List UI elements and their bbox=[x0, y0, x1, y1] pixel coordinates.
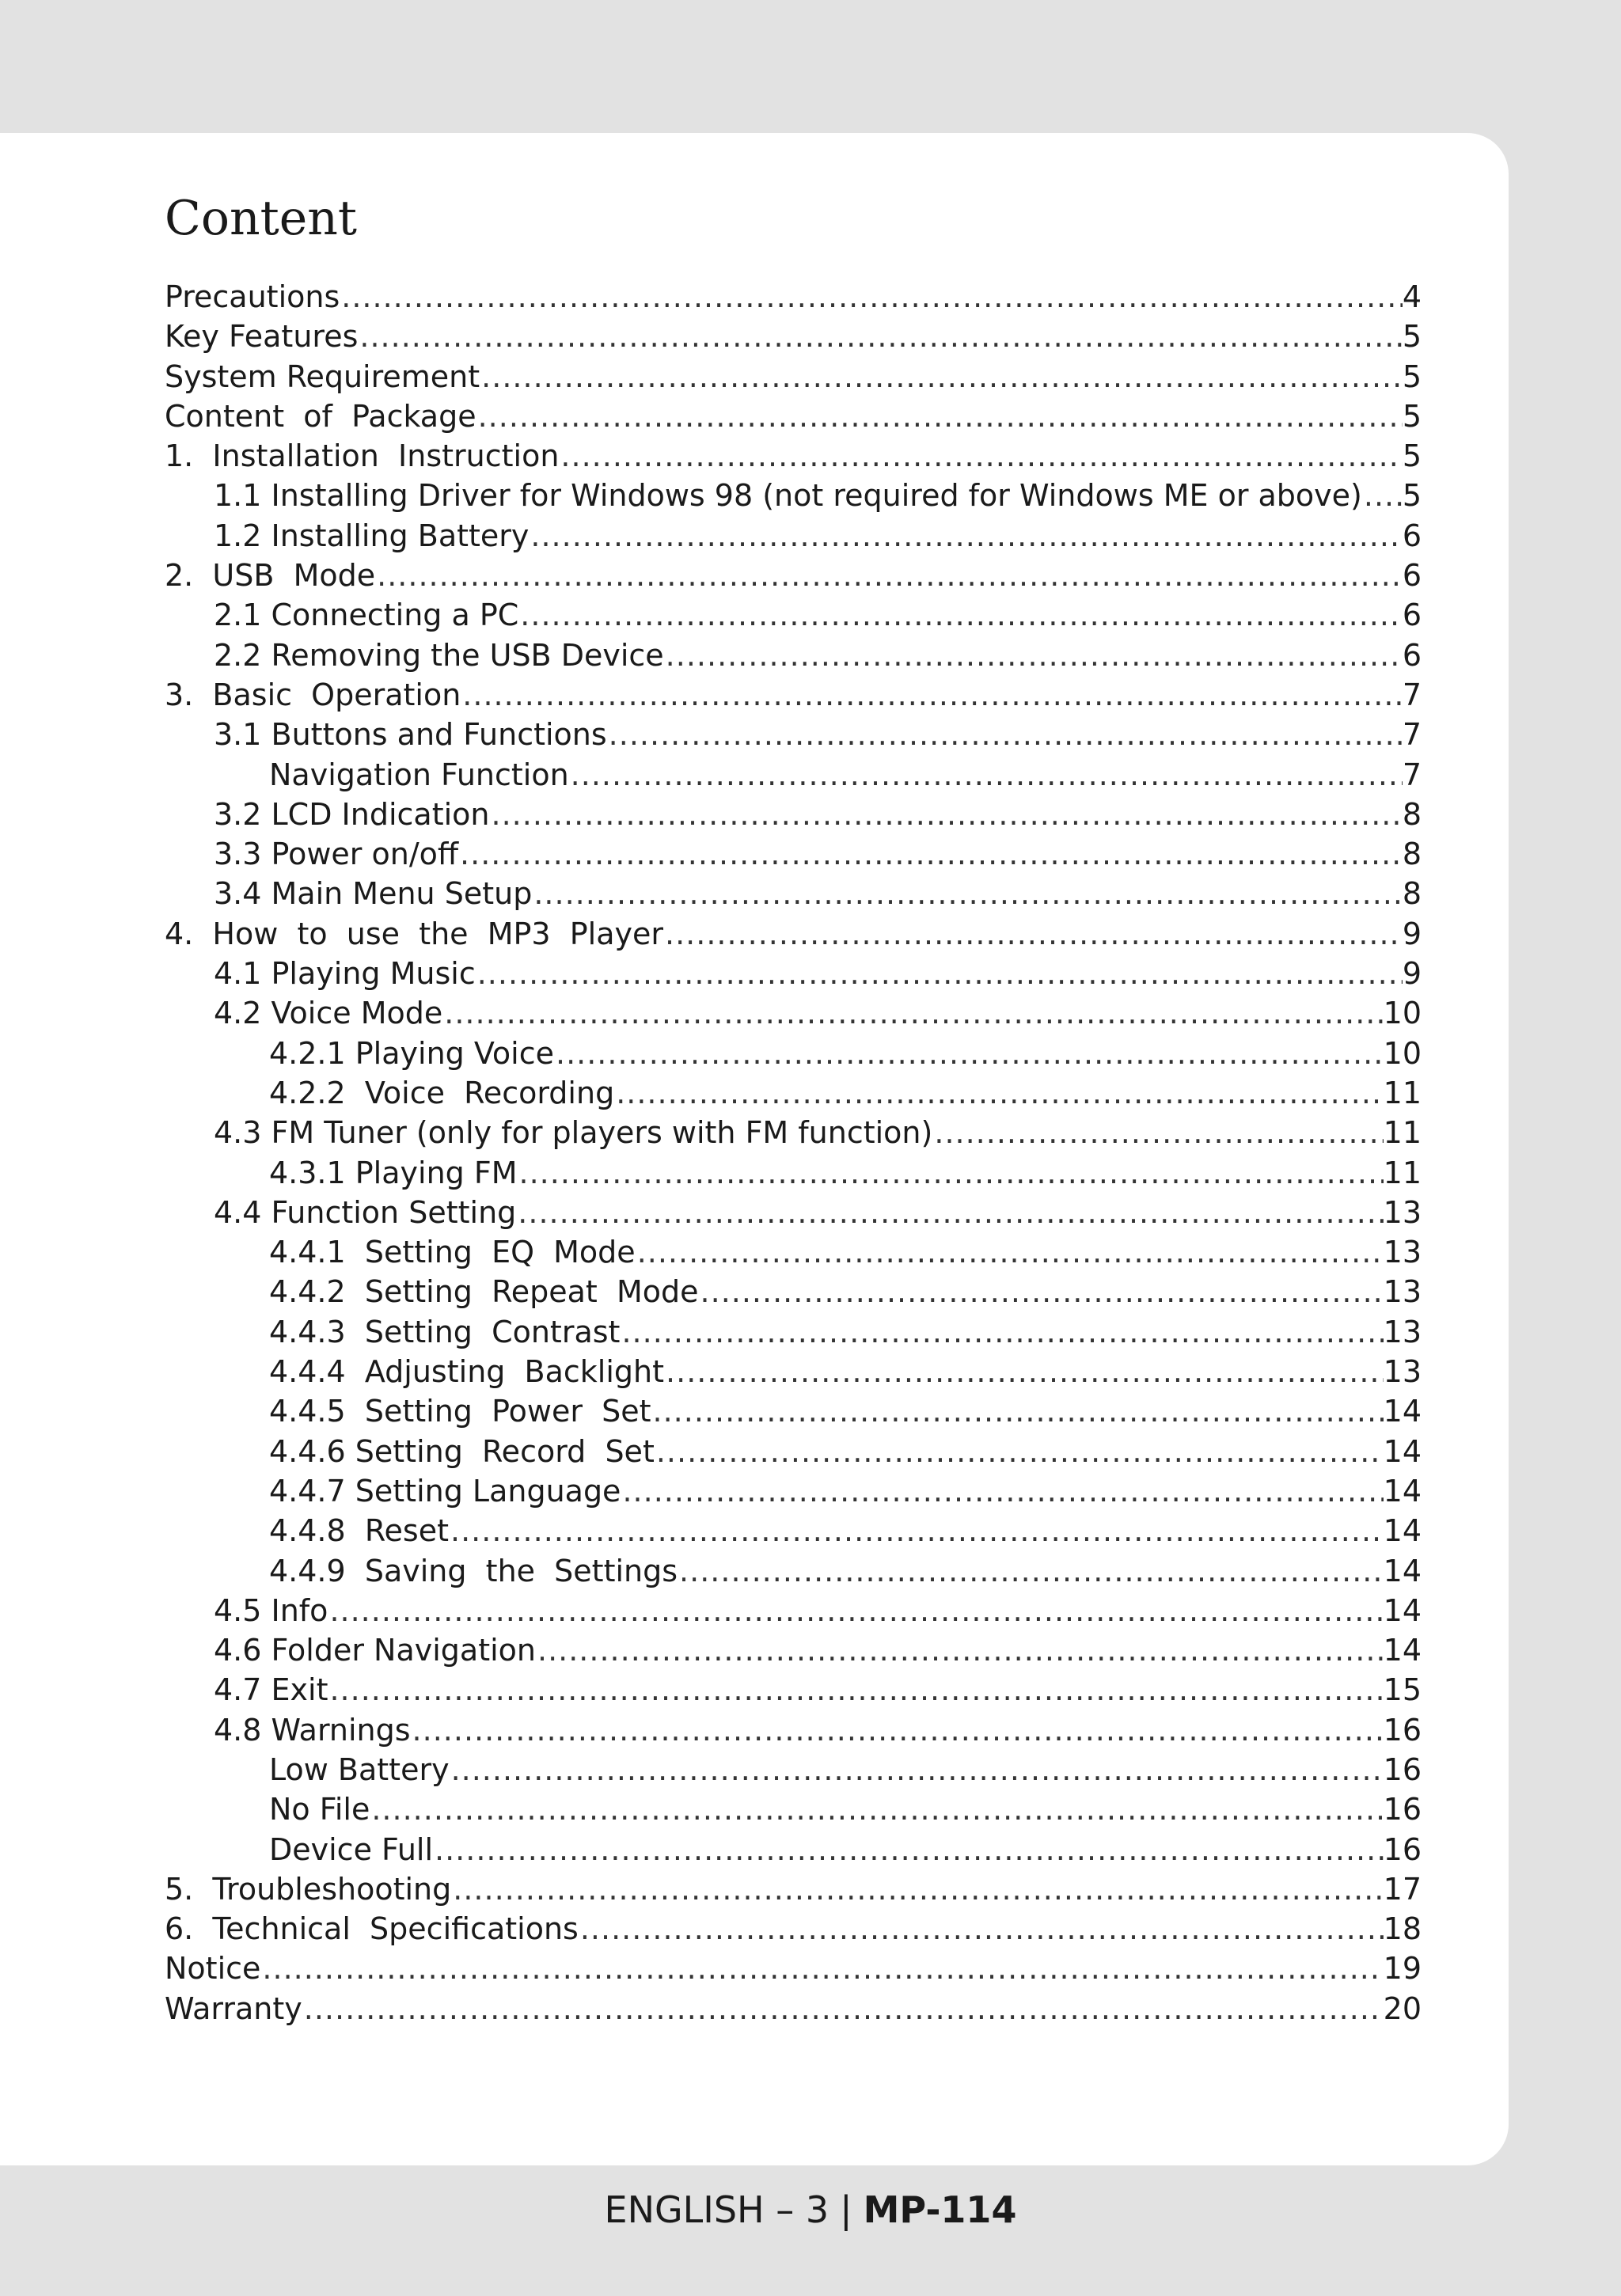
toc-entry bbox=[165, 1153, 1422, 1193]
toc-entry-label: 4.2 Voice Mode bbox=[214, 996, 443, 1031]
toc-entry-label: 3.2 LCD Indication bbox=[214, 796, 490, 832]
toc-entry bbox=[165, 1034, 1422, 1073]
toc-entry bbox=[165, 715, 1422, 754]
toc-dot-leader bbox=[655, 1432, 1384, 1471]
toc-entry bbox=[165, 874, 1422, 913]
toc-dot-leader bbox=[678, 1551, 1384, 1591]
toc-entry-page: 7 bbox=[1402, 677, 1422, 712]
toc-entry-page: 7 bbox=[1402, 717, 1422, 753]
toc-entry bbox=[165, 317, 1422, 356]
toc-entry bbox=[165, 795, 1422, 834]
toc-entry-label: 4.4 Function Setting bbox=[214, 1194, 517, 1230]
toc-dot-leader bbox=[559, 436, 1402, 476]
toc-entry-page: 6 bbox=[1402, 558, 1422, 594]
toc-dot-leader bbox=[651, 1391, 1384, 1431]
toc-entry-page: 13 bbox=[1383, 1354, 1422, 1390]
toc-entry-label: Notice bbox=[165, 1951, 261, 1987]
toc-entry-page: 16 bbox=[1383, 1751, 1422, 1787]
toc-entry-label: Warranty bbox=[165, 1990, 302, 2026]
toc-dot-leader bbox=[358, 317, 1402, 356]
toc-entry-page: 5 bbox=[1402, 319, 1422, 355]
toc-entry-label: 4.4.8 Reset bbox=[269, 1513, 449, 1549]
toc-entry bbox=[165, 1710, 1422, 1750]
toc-entry bbox=[165, 277, 1422, 317]
toc-entry-page: 5 bbox=[1402, 359, 1422, 394]
toc-entry-label: Navigation Function bbox=[269, 757, 569, 792]
toc-entry bbox=[165, 1193, 1422, 1232]
toc-dot-leader bbox=[340, 277, 1403, 317]
toc-dot-leader bbox=[302, 1989, 1384, 2028]
toc-dot-leader bbox=[636, 1232, 1384, 1272]
toc-entry bbox=[165, 1232, 1422, 1272]
toc-entry-page: 15 bbox=[1383, 1672, 1422, 1708]
toc-entry-page: 13 bbox=[1383, 1194, 1422, 1230]
toc-entry bbox=[165, 556, 1422, 595]
toc-entry-page: 19 bbox=[1383, 1951, 1422, 1987]
toc-dot-leader bbox=[663, 914, 1403, 954]
footer-model: MP-114 bbox=[863, 2188, 1017, 2231]
toc-entry-label: No File bbox=[269, 1792, 370, 1827]
toc-dot-leader bbox=[476, 397, 1403, 436]
toc-dot-leader bbox=[449, 1511, 1384, 1550]
toc-entry-label: 4.4.4 Adjusting Backlight bbox=[269, 1354, 665, 1390]
toc-entry-page: 13 bbox=[1383, 1235, 1422, 1270]
toc-entry-page: 5 bbox=[1402, 398, 1422, 434]
toc-entry-page: 10 bbox=[1383, 1035, 1422, 1071]
toc-entry-label: 4.3 FM Tuner (only for players with FM function) bbox=[214, 1115, 933, 1151]
toc-entry bbox=[165, 1312, 1422, 1352]
toc-entry bbox=[165, 476, 1422, 515]
page-title: Content bbox=[165, 191, 358, 246]
toc-entry bbox=[165, 436, 1422, 476]
toc-entry-label: 4.4.7 Setting Language bbox=[269, 1473, 621, 1509]
toc-entry-label: Content of Package bbox=[165, 398, 476, 434]
toc-entry-page: 13 bbox=[1383, 1314, 1422, 1349]
toc-entry-label: 4.4.6 Setting Record Set bbox=[269, 1433, 655, 1469]
toc-entry-label: 4.4.2 Setting Repeat Mode bbox=[269, 1274, 699, 1310]
toc-entry bbox=[165, 1591, 1422, 1630]
toc-dot-leader bbox=[554, 1034, 1384, 1073]
toc-entry bbox=[165, 1750, 1422, 1789]
toc-dot-leader bbox=[516, 1193, 1383, 1232]
toc-dot-leader bbox=[664, 1352, 1384, 1391]
toc-entry-label: 4.1 Playing Music bbox=[214, 956, 476, 992]
toc-dot-leader bbox=[442, 993, 1383, 1033]
toc-entry-page: 16 bbox=[1383, 1831, 1422, 1867]
toc-dot-leader bbox=[569, 755, 1403, 795]
footer-separator: | bbox=[840, 2188, 852, 2231]
toc-entry-page: 9 bbox=[1402, 916, 1422, 951]
toc-dot-leader bbox=[480, 357, 1403, 397]
toc-dot-leader bbox=[461, 675, 1403, 715]
toc-dot-leader bbox=[1362, 476, 1403, 515]
toc-dot-leader bbox=[328, 1591, 1383, 1630]
toc-dot-leader bbox=[375, 556, 1403, 595]
toc-dot-leader bbox=[532, 874, 1402, 913]
toc-entry-page: 6 bbox=[1402, 518, 1422, 553]
toc-entry-label: 4.4.1 Setting EQ Mode bbox=[269, 1235, 636, 1270]
toc-dot-leader bbox=[664, 636, 1403, 675]
toc-entry-page: 14 bbox=[1383, 1394, 1422, 1429]
toc-entry-label: 4.2.2 Voice Recording bbox=[269, 1075, 615, 1110]
toc-entry bbox=[165, 1511, 1422, 1550]
toc-dot-leader bbox=[518, 1153, 1384, 1193]
toc-entry bbox=[165, 1909, 1422, 1949]
toc-dot-leader bbox=[607, 715, 1403, 754]
toc-entry-page: 14 bbox=[1383, 1592, 1422, 1628]
toc-entry bbox=[165, 1949, 1422, 1988]
toc-entry-label: 4.3.1 Playing FM bbox=[269, 1155, 518, 1190]
toc-entry bbox=[165, 397, 1422, 436]
toc-entry-label: 4.5 Info bbox=[214, 1592, 328, 1628]
toc-entry-label: 5. Troubleshooting bbox=[165, 1871, 452, 1907]
toc-dot-leader bbox=[932, 1113, 1383, 1152]
toc-entry bbox=[165, 357, 1422, 397]
toc-entry-label: 3.3 Power on/off bbox=[214, 837, 459, 872]
toc-entry-label: Low Battery bbox=[269, 1751, 450, 1787]
toc-entry-page: 6 bbox=[1402, 637, 1422, 673]
toc-entry bbox=[165, 1471, 1422, 1511]
toc-entry-label: Device Full bbox=[269, 1831, 434, 1867]
toc-entry-page: 17 bbox=[1383, 1871, 1422, 1907]
toc-entry-label: 4.4.5 Setting Power Set bbox=[269, 1394, 651, 1429]
toc-entry-page: 5 bbox=[1402, 478, 1422, 514]
toc-dot-leader bbox=[621, 1471, 1383, 1511]
toc-entry bbox=[165, 1630, 1422, 1670]
toc-dot-leader bbox=[579, 1909, 1384, 1949]
toc-entry bbox=[165, 834, 1422, 874]
toc-dot-leader bbox=[260, 1949, 1383, 1988]
toc-entry-page: 14 bbox=[1383, 1433, 1422, 1469]
toc-entry bbox=[165, 1073, 1422, 1113]
toc-dot-leader bbox=[620, 1312, 1383, 1352]
toc-entry-page: 11 bbox=[1383, 1155, 1422, 1190]
toc-dot-leader bbox=[433, 1830, 1384, 1869]
page-footer bbox=[0, 2186, 1621, 2233]
toc-entry-page: 8 bbox=[1402, 876, 1422, 912]
toc-entry-page: 10 bbox=[1383, 996, 1422, 1031]
toc-dot-leader bbox=[458, 834, 1403, 874]
toc-entry-page: 13 bbox=[1383, 1274, 1422, 1310]
toc-entry-page: 6 bbox=[1402, 598, 1422, 633]
toc-entry bbox=[165, 516, 1422, 556]
toc-entry-page: 7 bbox=[1402, 757, 1422, 792]
toc-entry-label: 4.6 Folder Navigation bbox=[214, 1633, 536, 1668]
toc-entry bbox=[165, 954, 1422, 993]
toc-entry bbox=[165, 914, 1422, 954]
toc-entry-page: 18 bbox=[1383, 1911, 1422, 1947]
toc-entry-label: System Requirement bbox=[165, 359, 480, 394]
toc-dot-leader bbox=[490, 795, 1403, 834]
toc-entry-label: 3. Basic Operation bbox=[165, 677, 461, 712]
toc-entry-page: 20 bbox=[1383, 1990, 1422, 2026]
toc-entry-page: 4 bbox=[1402, 279, 1422, 314]
toc-entry-page: 11 bbox=[1383, 1115, 1422, 1151]
toc-dot-leader bbox=[536, 1630, 1384, 1670]
toc-entry-label: 4. How to use the MP3 Player bbox=[165, 916, 664, 951]
toc-entry bbox=[165, 1989, 1422, 2028]
toc-entry-page: 8 bbox=[1402, 837, 1422, 872]
toc-dot-leader bbox=[328, 1670, 1383, 1710]
toc-dot-leader bbox=[451, 1869, 1383, 1909]
toc-dot-leader bbox=[529, 516, 1402, 556]
toc-entry-page: 9 bbox=[1402, 956, 1422, 992]
toc-entry-page: 14 bbox=[1383, 1633, 1422, 1668]
toc-entry-page: 5 bbox=[1402, 438, 1422, 474]
toc-entry bbox=[165, 675, 1422, 715]
toc-entry-label: 2.1 Connecting a PC bbox=[214, 598, 519, 633]
toc-dot-leader bbox=[370, 1789, 1383, 1829]
toc-entry-label: 2.2 Removing the USB Device bbox=[214, 637, 664, 673]
toc-entry-label: 4.2.1 Playing Voice bbox=[269, 1035, 554, 1071]
table-of-contents bbox=[165, 277, 1422, 2028]
toc-entry-label: 1.1 Installing Driver for Windows 98 (not required for Windows ME or above) bbox=[214, 478, 1362, 514]
toc-dot-leader bbox=[614, 1073, 1383, 1113]
toc-entry bbox=[165, 1789, 1422, 1829]
toc-entry-label: 1.2 Installing Battery bbox=[214, 518, 530, 553]
toc-entry-label: Key Features bbox=[165, 319, 359, 355]
toc-entry-page: 16 bbox=[1383, 1712, 1422, 1748]
toc-dot-leader bbox=[476, 954, 1403, 993]
toc-entry bbox=[165, 1551, 1422, 1591]
toc-entry-label: 3.1 Buttons and Functions bbox=[214, 717, 607, 753]
toc-entry bbox=[165, 1830, 1422, 1869]
toc-entry-label: 6. Technical Specifications bbox=[165, 1911, 579, 1947]
footer-language-page: ENGLISH – 3 bbox=[604, 2188, 829, 2231]
toc-entry bbox=[165, 1432, 1422, 1471]
toc-entry-page: 14 bbox=[1383, 1473, 1422, 1509]
toc-entry-page: 11 bbox=[1383, 1075, 1422, 1110]
toc-entry-page: 14 bbox=[1383, 1553, 1422, 1588]
toc-entry-label: 4.4.3 Setting Contrast bbox=[269, 1314, 621, 1349]
toc-dot-leader bbox=[518, 595, 1403, 635]
toc-entry-label: 4.4.9 Saving the Settings bbox=[269, 1553, 678, 1588]
toc-entry-label: 4.8 Warnings bbox=[214, 1712, 411, 1748]
toc-entry-label: 2. USB Mode bbox=[165, 558, 376, 594]
toc-dot-leader bbox=[699, 1272, 1384, 1311]
toc-entry-page: 14 bbox=[1383, 1513, 1422, 1549]
toc-entry bbox=[165, 1113, 1422, 1152]
toc-entry-label: 4.7 Exit bbox=[214, 1672, 328, 1708]
toc-entry bbox=[165, 595, 1422, 635]
toc-entry bbox=[165, 1352, 1422, 1391]
toc-entry-label: 1. Installation Instruction bbox=[165, 438, 560, 474]
toc-dot-leader bbox=[450, 1750, 1384, 1789]
toc-entry bbox=[165, 636, 1422, 675]
toc-entry-page: 8 bbox=[1402, 796, 1422, 832]
toc-entry bbox=[165, 1272, 1422, 1311]
toc-entry bbox=[165, 1869, 1422, 1909]
toc-entry-label: Precautions bbox=[165, 279, 340, 314]
toc-dot-leader bbox=[411, 1710, 1384, 1750]
toc-entry-label: 3.4 Main Menu Setup bbox=[214, 876, 533, 912]
toc-entry bbox=[165, 1391, 1422, 1431]
toc-entry bbox=[165, 1670, 1422, 1710]
toc-entry bbox=[165, 755, 1422, 795]
toc-entry bbox=[165, 993, 1422, 1033]
toc-entry-page: 16 bbox=[1383, 1792, 1422, 1827]
